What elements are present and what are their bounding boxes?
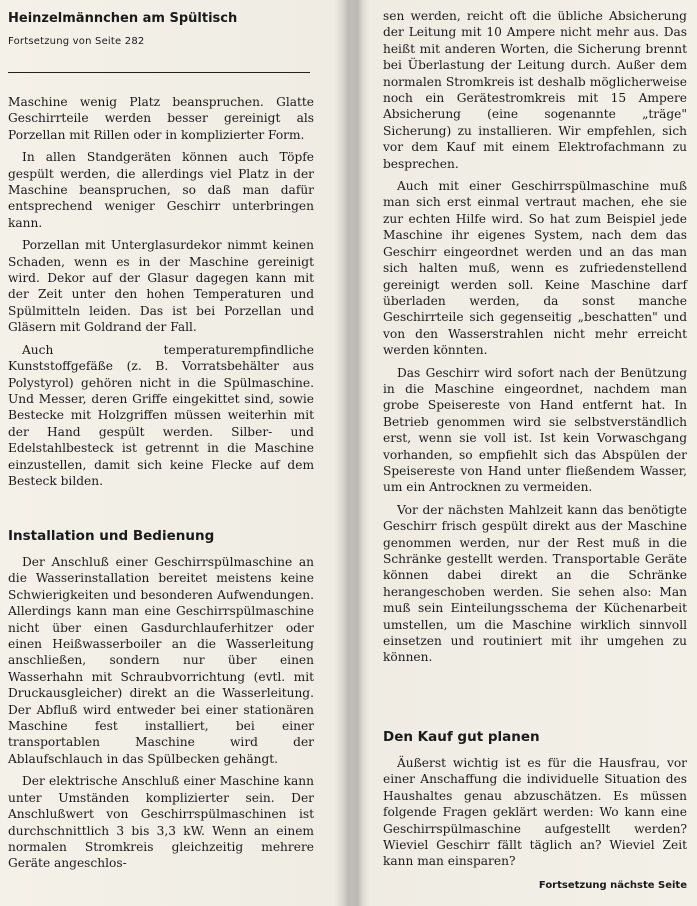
paragraph: Der elektrische Anschluß einer Maschine kann unter Umständen komplizierter sein. Der Anschlußwert von Geschirrspülmaschinen ist durchschnittlich 3 bis 3,3 kW. Wenn an einem normalen Stromkreis gleichzeitig mehrere Geräte angeschlos- (8, 774, 314, 871)
header-divider (8, 72, 310, 73)
continuation-footer: Fortsetzung nächste Seite (538, 880, 687, 891)
section-heading: Den Kauf gut planen (383, 729, 540, 745)
right-column (383, 8, 687, 672)
right-column-section (383, 728, 687, 876)
paragraph: In allen Standgeräten können auch Töpfe gespült werden, die allerdings viel Platz in der Maschine beanspruchen, so daß man dafür entsprechend weniger Geschirr unterbringen kann. (8, 150, 314, 230)
paragraph: Äußerst wichtig ist es für die Hausfrau, vor einer Anschaffung die individuelle Situation des Haushaltes genau abzuschätzen. Es müssen folgende Fragen geklärt werden: Wo kann eine Geschirrspülmaschine aufgestellt werden? Wieviel Geschirr fällt täglich an? Wieviel Zeit kann man einsparen? (383, 756, 687, 869)
left-column-section (8, 527, 314, 878)
page-gutter (342, 0, 370, 906)
paragraph: Der Anschluß einer Geschirrspülmaschine an die Wasserinstallation bereitet meistens keine Schwierigkeiten und besonderen Aufwendungen. Allerdings kann man eine Geschirrspülmaschine nicht über einen Gasdurchlauferhitzer oder einen Heißwasserboiler an die Wasserleitung anschließen, sondern nur über einen Wasserhahn mit Schraubvorrichtung (evtl. mit Druckausgleicher) direkt an die Wasserleitung. Der Abfluß wird entweder bei einer stationären Maschine fest installiert, bei einer transportablen Maschine wird der Ablaufschlauch in das Spülbecken gehängt. (8, 555, 314, 766)
paragraph: Das Geschirr wird sofort nach der Benützung in die Maschine eingeordnet, nachdem man grobe Speisereste von Hand entfernt hat. In Betrieb genommen wird sie selbstverständlich erst, wenn sie voll ist. Ist kein Vorwaschgang vorhanden, so empfiehlt sich das Abspülen der Speisereste von Hand unter fließendem Wasser, um ein Antrocknen zu vermeiden. (383, 365, 687, 495)
left-column (8, 94, 314, 495)
paragraph: Auch mit einer Geschirrspülmaschine muß man sich erst einmal vertraut machen, ehe sie zur echten Hilfe wird. So hat zum Beispiel jede Maschine ihr eigenes System, nach dem das Geschirr eingeordnet werden und an das man sich halten muß, wenn es zufriedenstellend gereinigt werden soll. Keine Maschine darf überladen werden, da sonst manche Geschirrteile sich gegenseitig „beschatten" und von den Wasserstrahlen nicht mehr erreicht werden könnten. (383, 179, 687, 358)
article-title: Heinzelmännchen am Spültisch (8, 11, 238, 26)
article-continuation-note: Fortsetzung von Seite 282 (8, 36, 145, 47)
paragraph: Auch temperaturempfindliche Kunststoffgefäße (z. B. Vorratsbehälter aus Polystyrol) gehören nicht in die Spülmaschine. Und Messer, deren Griffe eingekittet sind, sowie Bestecke mit Holzgriffen müssen weiterhin mit der Hand gespült werden. Silber- und Edelstahlbesteck ist getrennt in die Maschine einzustellen, damit sich keine Flecke auf dem Besteck bilden. (8, 342, 314, 488)
paragraph: Maschine wenig Platz beanspruchen. Glatte Geschirrteile werden besser gereinigt als Porzellan mit Rillen oder in komplizierter Form. (8, 95, 314, 142)
paragraph: Vor der nächsten Mahlzeit kann das benötigte Geschirr frisch gespült direkt aus der Maschine genommen werden, nur der Rest muß in die Schränke gestellt werden. Transportable Geräte können dabei direkt an die Schränke herangeschoben werden. Sie sehen also: Man muß sein Einteilungsschema der Küchenarbeit umstellen, um die Maschine wirklich sinnvoll einsetzen und routiniert mit ihr umgehen zu können. (383, 502, 687, 665)
section-heading: Installation und Bedienung (8, 528, 215, 544)
article-header (8, 10, 312, 47)
paragraph: sen werden, reicht oft die übliche Absicherung der Leitung mit 10 Ampere nicht mehr aus. Das heißt mit anderen Worten, die Sicherung brennt bei Überlastung der Leitung durch. Außer dem normalen Stromkreis ist deshalb möglicherweise noch ein Gerätestromkreis mit 15 Ampere Absicherung (eine sogenannte „träge" Sicherung) zu installieren. Wir empfehlen, sich vor dem Kauf mit einem Elektrofachmann zu besprechen. (383, 9, 687, 171)
paragraph: Porzellan mit Unterglasurdekor nimmt keinen Schaden, wenn es in der Maschine gereinigt wird. Dekor auf der Glasur dagegen kann mit der Zeit unter den hohen Temperaturen und Spülmitteln leiden. Das ist bei Porzellan und Gläsern mit Goldrand der Fall. (8, 238, 314, 335)
